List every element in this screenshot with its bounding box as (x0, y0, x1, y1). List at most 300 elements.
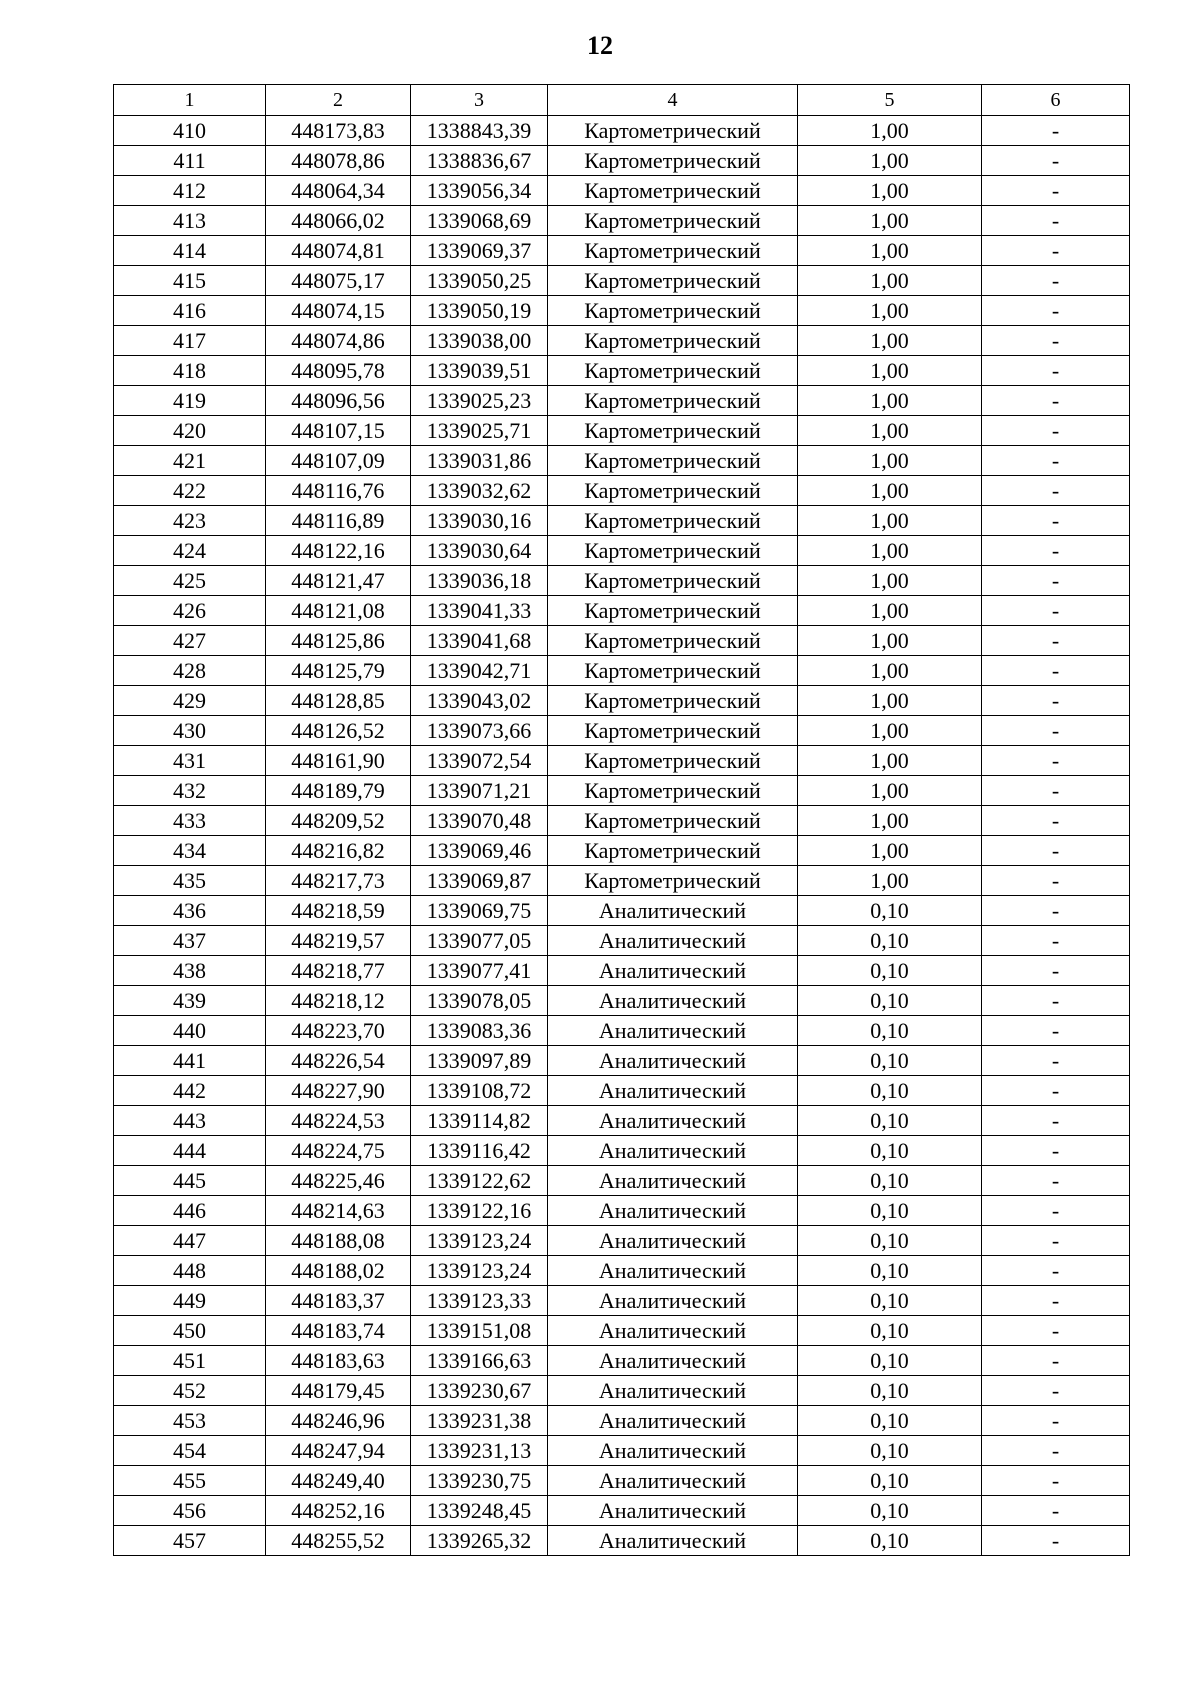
y-coordinate-cell: 1339231,13 (411, 1436, 548, 1466)
description-cell: - (982, 1256, 1130, 1286)
accuracy-cell: 0,10 (798, 1376, 982, 1406)
description-cell: - (982, 1166, 1130, 1196)
x-coordinate-cell: 448064,34 (266, 176, 411, 206)
method-cell: Картометрический (548, 566, 798, 596)
y-coordinate-cell: 1339039,51 (411, 356, 548, 386)
description-cell: - (982, 356, 1130, 386)
table-row (114, 1466, 1130, 1496)
table-row (114, 1046, 1130, 1076)
method-cell: Картометрический (548, 446, 798, 476)
y-coordinate-cell: 1338843,39 (411, 116, 548, 146)
accuracy-cell: 1,00 (798, 296, 982, 326)
method-cell: Картометрический (548, 596, 798, 626)
x-coordinate-cell: 448122,16 (266, 536, 411, 566)
column-header: 4 (548, 85, 798, 116)
y-coordinate-cell: 1339265,32 (411, 1526, 548, 1556)
x-coordinate-cell: 448224,53 (266, 1106, 411, 1136)
accuracy-cell: 1,00 (798, 836, 982, 866)
table-row (114, 386, 1130, 416)
method-cell: Картометрический (548, 326, 798, 356)
y-coordinate-cell: 1339069,46 (411, 836, 548, 866)
point-number-cell: 432 (114, 776, 266, 806)
y-coordinate-cell: 1338836,67 (411, 146, 548, 176)
page-number: 12 (587, 31, 613, 60)
y-coordinate-cell: 1339030,16 (411, 506, 548, 536)
point-number-cell: 425 (114, 566, 266, 596)
accuracy-cell: 0,10 (798, 956, 982, 986)
description-cell: - (982, 296, 1130, 326)
accuracy-cell: 1,00 (798, 566, 982, 596)
method-cell: Картометрический (548, 716, 798, 746)
y-coordinate-cell: 1339070,48 (411, 806, 548, 836)
y-coordinate-cell: 1339083,36 (411, 1016, 548, 1046)
method-cell: Аналитический (548, 1466, 798, 1496)
y-coordinate-cell: 1339077,41 (411, 956, 548, 986)
method-cell: Картометрический (548, 686, 798, 716)
table-row (114, 806, 1130, 836)
method-cell: Картометрический (548, 776, 798, 806)
x-coordinate-cell: 448217,73 (266, 866, 411, 896)
accuracy-cell: 0,10 (798, 1076, 982, 1106)
point-number-cell: 427 (114, 626, 266, 656)
y-coordinate-cell: 1339116,42 (411, 1136, 548, 1166)
point-number-cell: 424 (114, 536, 266, 566)
table-row (114, 566, 1130, 596)
y-coordinate-cell: 1339068,69 (411, 206, 548, 236)
table-row (114, 596, 1130, 626)
y-coordinate-cell: 1339050,19 (411, 296, 548, 326)
method-cell: Картометрический (548, 206, 798, 236)
accuracy-cell: 0,10 (798, 1196, 982, 1226)
method-cell: Картометрический (548, 536, 798, 566)
method-cell: Картометрический (548, 746, 798, 776)
accuracy-cell: 1,00 (798, 206, 982, 236)
y-coordinate-cell: 1339038,00 (411, 326, 548, 356)
table-row (114, 656, 1130, 686)
x-coordinate-cell: 448218,77 (266, 956, 411, 986)
method-cell: Картометрический (548, 806, 798, 836)
method-cell: Картометрический (548, 146, 798, 176)
accuracy-cell: 0,10 (798, 1346, 982, 1376)
y-coordinate-cell: 1339078,05 (411, 986, 548, 1016)
x-coordinate-cell: 448116,76 (266, 476, 411, 506)
table-row (114, 476, 1130, 506)
table-row (114, 1106, 1130, 1136)
method-cell: Аналитический (548, 1286, 798, 1316)
point-number-cell: 411 (114, 146, 266, 176)
point-number-cell: 434 (114, 836, 266, 866)
description-cell: - (982, 1016, 1130, 1046)
table-row (114, 206, 1130, 236)
x-coordinate-cell: 448096,56 (266, 386, 411, 416)
y-coordinate-cell: 1339032,62 (411, 476, 548, 506)
accuracy-cell: 1,00 (798, 506, 982, 536)
description-cell: - (982, 116, 1130, 146)
method-cell: Картометрический (548, 416, 798, 446)
y-coordinate-cell: 1339041,68 (411, 626, 548, 656)
y-coordinate-cell: 1339069,37 (411, 236, 548, 266)
description-cell: - (982, 1466, 1130, 1496)
y-coordinate-cell: 1339030,64 (411, 536, 548, 566)
y-coordinate-cell: 1339050,25 (411, 266, 548, 296)
column-header: 1 (114, 85, 266, 116)
table-row (114, 1016, 1130, 1046)
y-coordinate-cell: 1339041,33 (411, 596, 548, 626)
method-cell: Аналитический (548, 1196, 798, 1226)
description-cell: - (982, 896, 1130, 926)
point-number-cell: 444 (114, 1136, 266, 1166)
y-coordinate-cell: 1339069,75 (411, 896, 548, 926)
method-cell: Картометрический (548, 476, 798, 506)
y-coordinate-cell: 1339072,54 (411, 746, 548, 776)
point-number-cell: 450 (114, 1316, 266, 1346)
point-number-cell: 441 (114, 1046, 266, 1076)
column-header: 2 (266, 85, 411, 116)
table-row (114, 1256, 1130, 1286)
table-row (114, 536, 1130, 566)
description-cell: - (982, 176, 1130, 206)
point-number-cell: 455 (114, 1466, 266, 1496)
description-cell: - (982, 866, 1130, 896)
description-cell: - (982, 236, 1130, 266)
x-coordinate-cell: 448107,09 (266, 446, 411, 476)
column-header: 3 (411, 85, 548, 116)
x-coordinate-cell: 448252,16 (266, 1496, 411, 1526)
point-number-cell: 437 (114, 926, 266, 956)
y-coordinate-cell: 1339042,71 (411, 656, 548, 686)
method-cell: Аналитический (548, 1016, 798, 1046)
x-coordinate-cell: 448074,86 (266, 326, 411, 356)
point-number-cell: 435 (114, 866, 266, 896)
x-coordinate-cell: 448066,02 (266, 206, 411, 236)
x-coordinate-cell: 448121,08 (266, 596, 411, 626)
accuracy-cell: 1,00 (798, 536, 982, 566)
point-number-cell: 412 (114, 176, 266, 206)
x-coordinate-cell: 448128,85 (266, 686, 411, 716)
x-coordinate-cell: 448161,90 (266, 746, 411, 776)
x-coordinate-cell: 448224,75 (266, 1136, 411, 1166)
table-row (114, 1436, 1130, 1466)
point-number-cell: 410 (114, 116, 266, 146)
x-coordinate-cell: 448116,89 (266, 506, 411, 536)
description-cell: - (982, 1046, 1130, 1076)
x-coordinate-cell: 448227,90 (266, 1076, 411, 1106)
x-coordinate-cell: 448107,15 (266, 416, 411, 446)
point-number-cell: 438 (114, 956, 266, 986)
x-coordinate-cell: 448216,82 (266, 836, 411, 866)
description-cell: - (982, 206, 1130, 236)
point-number-cell: 418 (114, 356, 266, 386)
y-coordinate-cell: 1339071,21 (411, 776, 548, 806)
accuracy-cell: 1,00 (798, 446, 982, 476)
point-number-cell: 423 (114, 506, 266, 536)
y-coordinate-cell: 1339122,62 (411, 1166, 548, 1196)
description-cell: - (982, 146, 1130, 176)
description-cell: - (982, 536, 1130, 566)
point-number-cell: 433 (114, 806, 266, 836)
accuracy-cell: 1,00 (798, 716, 982, 746)
accuracy-cell: 0,10 (798, 1016, 982, 1046)
table-row (114, 896, 1130, 926)
description-cell: - (982, 326, 1130, 356)
table-row (114, 776, 1130, 806)
point-number-cell: 422 (114, 476, 266, 506)
accuracy-cell: 0,10 (798, 1526, 982, 1556)
accuracy-cell: 0,10 (798, 1496, 982, 1526)
method-cell: Картометрический (548, 656, 798, 686)
method-cell: Аналитический (548, 1106, 798, 1136)
x-coordinate-cell: 448214,63 (266, 1196, 411, 1226)
x-coordinate-cell: 448121,47 (266, 566, 411, 596)
x-coordinate-cell: 448218,59 (266, 896, 411, 926)
x-coordinate-cell: 448246,96 (266, 1406, 411, 1436)
accuracy-cell: 1,00 (798, 776, 982, 806)
y-coordinate-cell: 1339123,24 (411, 1226, 548, 1256)
method-cell: Картометрический (548, 866, 798, 896)
description-cell: - (982, 836, 1130, 866)
x-coordinate-cell: 448188,02 (266, 1256, 411, 1286)
description-cell: - (982, 1076, 1130, 1106)
point-number-cell: 446 (114, 1196, 266, 1226)
method-cell: Аналитический (548, 1226, 798, 1256)
description-cell: - (982, 566, 1130, 596)
accuracy-cell: 0,10 (798, 1166, 982, 1196)
description-cell: - (982, 806, 1130, 836)
accuracy-cell: 1,00 (798, 596, 982, 626)
table-row (114, 1406, 1130, 1436)
method-cell: Картометрический (548, 296, 798, 326)
y-coordinate-cell: 1339025,23 (411, 386, 548, 416)
table-row (114, 1526, 1130, 1556)
method-cell: Картометрический (548, 506, 798, 536)
description-cell: - (982, 716, 1130, 746)
point-number-cell: 453 (114, 1406, 266, 1436)
point-number-cell: 448 (114, 1256, 266, 1286)
description-cell: - (982, 1106, 1130, 1136)
method-cell: Аналитический (548, 1166, 798, 1196)
table-row (114, 146, 1130, 176)
table-row (114, 956, 1130, 986)
accuracy-cell: 1,00 (798, 626, 982, 656)
method-cell: Аналитический (548, 1316, 798, 1346)
method-cell: Картометрический (548, 836, 798, 866)
accuracy-cell: 0,10 (798, 1316, 982, 1346)
accuracy-cell: 1,00 (798, 146, 982, 176)
method-cell: Аналитический (548, 1526, 798, 1556)
accuracy-cell: 1,00 (798, 476, 982, 506)
x-coordinate-cell: 448247,94 (266, 1436, 411, 1466)
table-row (114, 1286, 1130, 1316)
accuracy-cell: 1,00 (798, 326, 982, 356)
description-cell: - (982, 1196, 1130, 1226)
x-coordinate-cell: 448078,86 (266, 146, 411, 176)
accuracy-cell: 0,10 (798, 1106, 982, 1136)
accuracy-cell: 0,10 (798, 1436, 982, 1466)
x-coordinate-cell: 448095,78 (266, 356, 411, 386)
column-header: 5 (798, 85, 982, 116)
accuracy-cell: 0,10 (798, 1466, 982, 1496)
description-cell: - (982, 446, 1130, 476)
point-number-cell: 451 (114, 1346, 266, 1376)
accuracy-cell: 1,00 (798, 236, 982, 266)
y-coordinate-cell: 1339122,16 (411, 1196, 548, 1226)
description-cell: - (982, 776, 1130, 806)
table-row (114, 686, 1130, 716)
description-cell: - (982, 1316, 1130, 1346)
y-coordinate-cell: 1339123,24 (411, 1256, 548, 1286)
method-cell: Аналитический (548, 1256, 798, 1286)
point-number-cell: 449 (114, 1286, 266, 1316)
description-cell: - (982, 656, 1130, 686)
y-coordinate-cell: 1339166,63 (411, 1346, 548, 1376)
description-cell: - (982, 956, 1130, 986)
table-row (114, 326, 1130, 356)
description-cell: - (982, 1496, 1130, 1526)
point-number-cell: 443 (114, 1106, 266, 1136)
method-cell: Картометрический (548, 386, 798, 416)
accuracy-cell: 0,10 (798, 1406, 982, 1436)
x-coordinate-cell: 448223,70 (266, 1016, 411, 1046)
description-cell: - (982, 1376, 1130, 1406)
accuracy-cell: 0,10 (798, 1226, 982, 1256)
description-cell: - (982, 416, 1130, 446)
point-number-cell: 457 (114, 1526, 266, 1556)
table-row (114, 236, 1130, 266)
accuracy-cell: 0,10 (798, 1046, 982, 1076)
table-row (114, 986, 1130, 1016)
table-row (114, 1316, 1130, 1346)
method-cell: Картометрический (548, 176, 798, 206)
x-coordinate-cell: 448183,74 (266, 1316, 411, 1346)
method-cell: Аналитический (548, 1436, 798, 1466)
point-number-cell: 442 (114, 1076, 266, 1106)
description-cell: - (982, 686, 1130, 716)
description-cell: - (982, 1286, 1130, 1316)
description-cell: - (982, 986, 1130, 1016)
point-number-cell: 415 (114, 266, 266, 296)
method-cell: Аналитический (548, 1406, 798, 1436)
table-row (114, 356, 1130, 386)
table-row (114, 116, 1130, 146)
description-cell: - (982, 596, 1130, 626)
method-cell: Аналитический (548, 926, 798, 956)
description-cell: - (982, 476, 1130, 506)
y-coordinate-cell: 1339151,08 (411, 1316, 548, 1346)
table-header-row (114, 85, 1130, 116)
x-coordinate-cell: 448209,52 (266, 806, 411, 836)
y-coordinate-cell: 1339073,66 (411, 716, 548, 746)
point-number-cell: 420 (114, 416, 266, 446)
x-coordinate-cell: 448255,52 (266, 1526, 411, 1556)
y-coordinate-cell: 1339230,67 (411, 1376, 548, 1406)
point-number-cell: 431 (114, 746, 266, 776)
method-cell: Картометрический (548, 116, 798, 146)
table-row (114, 746, 1130, 776)
x-coordinate-cell: 448074,81 (266, 236, 411, 266)
y-coordinate-cell: 1339248,45 (411, 1496, 548, 1526)
y-coordinate-cell: 1339043,02 (411, 686, 548, 716)
table-body (114, 85, 1130, 1556)
method-cell: Аналитический (548, 1136, 798, 1166)
x-coordinate-cell: 448075,17 (266, 266, 411, 296)
accuracy-cell: 0,10 (798, 1256, 982, 1286)
accuracy-cell: 1,00 (798, 416, 982, 446)
x-coordinate-cell: 448218,12 (266, 986, 411, 1016)
method-cell: Аналитический (548, 986, 798, 1016)
x-coordinate-cell: 448183,37 (266, 1286, 411, 1316)
method-cell: Картометрический (548, 356, 798, 386)
x-coordinate-cell: 448183,63 (266, 1346, 411, 1376)
table-row (114, 626, 1130, 656)
y-coordinate-cell: 1339231,38 (411, 1406, 548, 1436)
x-coordinate-cell: 448188,08 (266, 1226, 411, 1256)
description-cell: - (982, 1436, 1130, 1466)
accuracy-cell: 0,10 (798, 1286, 982, 1316)
method-cell: Аналитический (548, 1496, 798, 1526)
table-row (114, 1196, 1130, 1226)
description-cell: - (982, 926, 1130, 956)
y-coordinate-cell: 1339230,75 (411, 1466, 548, 1496)
x-coordinate-cell: 448179,45 (266, 1376, 411, 1406)
accuracy-cell: 1,00 (798, 386, 982, 416)
table-row (114, 266, 1130, 296)
y-coordinate-cell: 1339069,87 (411, 866, 548, 896)
accuracy-cell: 1,00 (798, 806, 982, 836)
description-cell: - (982, 1406, 1130, 1436)
point-number-cell: 413 (114, 206, 266, 236)
table-row (114, 1136, 1130, 1166)
point-number-cell: 440 (114, 1016, 266, 1046)
point-number-cell: 428 (114, 656, 266, 686)
table-row (114, 836, 1130, 866)
y-coordinate-cell: 1339123,33 (411, 1286, 548, 1316)
method-cell: Картометрический (548, 266, 798, 296)
point-number-cell: 445 (114, 1166, 266, 1196)
point-number-cell: 426 (114, 596, 266, 626)
point-number-cell: 454 (114, 1436, 266, 1466)
table-row (114, 1076, 1130, 1106)
description-cell: - (982, 1136, 1130, 1166)
accuracy-cell: 1,00 (798, 116, 982, 146)
y-coordinate-cell: 1339036,18 (411, 566, 548, 596)
y-coordinate-cell: 1339025,71 (411, 416, 548, 446)
x-coordinate-cell: 448173,83 (266, 116, 411, 146)
accuracy-cell: 1,00 (798, 686, 982, 716)
x-coordinate-cell: 448125,86 (266, 626, 411, 656)
point-number-cell: 421 (114, 446, 266, 476)
accuracy-cell: 1,00 (798, 356, 982, 386)
accuracy-cell: 1,00 (798, 266, 982, 296)
table-row (114, 296, 1130, 326)
accuracy-cell: 0,10 (798, 926, 982, 956)
accuracy-cell: 1,00 (798, 746, 982, 776)
table-row (114, 1376, 1130, 1406)
accuracy-cell: 0,10 (798, 986, 982, 1016)
accuracy-cell: 0,10 (798, 896, 982, 926)
table-row (114, 1226, 1130, 1256)
accuracy-cell: 1,00 (798, 866, 982, 896)
y-coordinate-cell: 1339097,89 (411, 1046, 548, 1076)
table-row (114, 1496, 1130, 1526)
point-number-cell: 417 (114, 326, 266, 356)
method-cell: Аналитический (548, 1076, 798, 1106)
table-row (114, 446, 1130, 476)
y-coordinate-cell: 1339114,82 (411, 1106, 548, 1136)
column-header: 6 (982, 85, 1130, 116)
method-cell: Картометрический (548, 236, 798, 266)
method-cell: Аналитический (548, 1346, 798, 1376)
x-coordinate-cell: 448219,57 (266, 926, 411, 956)
